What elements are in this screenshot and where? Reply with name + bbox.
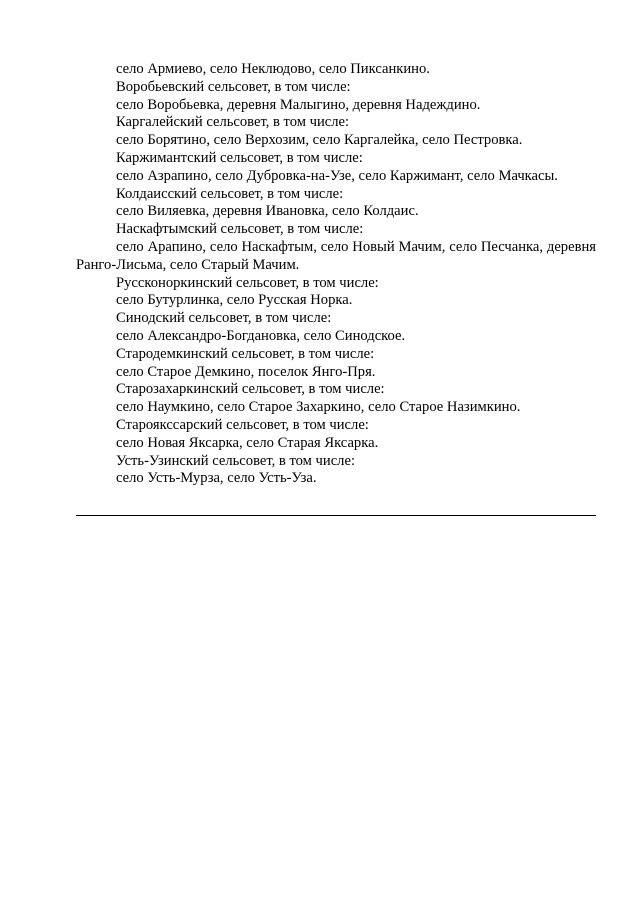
paragraph-villages-naumkino: село Наумкино, село Старое Захаркино, село Старое Назимкино. [116, 399, 521, 416]
paragraph-villages-buturlinka: село Бутурлинка, село Русская Норка. [116, 292, 353, 309]
paragraph-villages-arapino: село Арапино, село Наскафтым, село Новый Мачим, село Песчанка, деревня Ранго-Лисьма, село Старый Мачим. [76, 238, 596, 273]
paragraph-villages-aleksandro-bogdanovka: село Александро-Богдановка, село Синодское. [116, 327, 406, 344]
paragraph-villages-armievo: село Армиево, село Неклюдово, село Пиксанкино. [116, 61, 430, 77]
paragraph-council-naskaftymsky: Наскафтымский сельсовет, в том числе: [116, 221, 364, 238]
paragraph-council-staroyaksarsky: Староякссарский сельсовет, в том числе: [116, 416, 369, 433]
paragraph-council-vorobyevsky: Воробьевский сельсовет, в том числе: [116, 78, 351, 95]
paragraph-council-russkonorkinsky: Руссконоркинский сельсовет, в том числе: [116, 274, 379, 291]
paragraph-villages-ust-murza: село Усть-Мурза, село Усть-Уза. [116, 470, 317, 487]
paragraph-villages-novaya-yaksarka: село Новая Яксарка, село Старая Яксарка. [116, 434, 379, 451]
paragraph-council-sinodsky: Синодский сельсовет, в том числе: [116, 310, 332, 327]
paragraph-villages-vorobyevka: село Воробьевка, деревня Малыгино, деревня Надеждино. [116, 96, 481, 113]
settlement-list [76, 61, 596, 488]
horizontal-divider [76, 515, 596, 516]
paragraph-villages-boryatino: село Борятино, село Верхозим, село Каргалейка, село Пестровка. [116, 132, 523, 149]
paragraph-villages-staroe-demkino: село Старое Демкино, поселок Янго-Пря. [116, 363, 376, 380]
paragraph-villages-azrapino: село Азрапино, село Дубровка-на-Узе, село Каржимант, село Мачкасы. [116, 167, 558, 184]
paragraph-villages-vilyaevka: село Виляевка, деревня Ивановка, село Колдаис. [116, 203, 419, 220]
paragraph-council-starozakharkinsky: Старозахаркинский сельсовет, в том числе: [116, 381, 385, 398]
paragraph-council-karzhimantsky: Каржимантский сельсовет, в том числе: [116, 149, 363, 166]
paragraph-council-koldaissky: Колдаисский сельсовет, в том числе: [116, 185, 344, 202]
paragraph-council-ust-uzinsky: Усть-Узинский сельсовет, в том числе: [116, 452, 355, 469]
paragraph-council-starodemkinsky: Стародемкинский сельсовет, в том числе: [116, 345, 375, 362]
paragraph-council-kargaleysky: Каргалейский сельсовет, в том числе: [116, 114, 350, 131]
